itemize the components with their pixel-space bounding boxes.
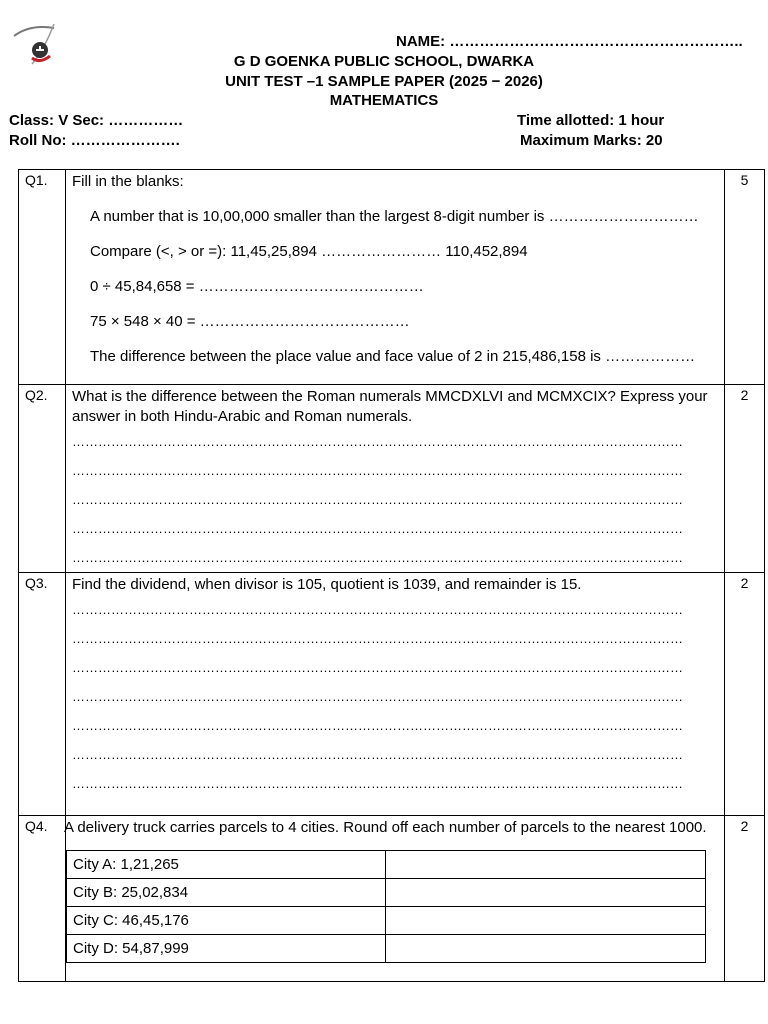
question-text: What is the difference between the Roman numerals MMCDXLVI and MCMXCIX? Express your answer in both Hindu-Arabic and Roman numerals. bbox=[72, 388, 708, 425]
name-field: NAME: ………………………………………………….. bbox=[396, 33, 743, 50]
answer-line[interactable]: …………………………………………………………………………………………………………………………… bbox=[72, 492, 683, 507]
test-title: UNIT TEST –1 SAMPLE PAPER (2025 − 2026) bbox=[225, 73, 543, 90]
roll-no-field: Roll No: …………………. bbox=[9, 132, 180, 149]
question-number: Q3. bbox=[19, 573, 66, 816]
city-cell: City B: 25,02,834 bbox=[67, 879, 386, 907]
question-text: A delivery truck carries parcels to 4 cities. Round off each number of parcels to the nearest 1000. bbox=[64, 819, 707, 836]
question-row-2 bbox=[19, 385, 765, 573]
question-row-3 bbox=[19, 573, 765, 816]
city-cell: City D: 54,87,999 bbox=[67, 935, 386, 963]
answer-line[interactable]: …………………………………………………………………………………………………………………………… bbox=[72, 660, 683, 675]
answer-cell[interactable] bbox=[386, 907, 706, 935]
blank-item-4: 75 × 548 × 40 = …………………………………… bbox=[90, 313, 410, 330]
answer-cell[interactable] bbox=[386, 935, 706, 963]
question-content bbox=[66, 385, 725, 573]
answer-line[interactable]: …………………………………………………………………………………………………………………………… bbox=[72, 718, 683, 733]
question-marks: 2 bbox=[725, 816, 765, 982]
question-marks: 2 bbox=[725, 573, 765, 816]
answer-cell[interactable] bbox=[386, 851, 706, 879]
answer-cell[interactable] bbox=[386, 879, 706, 907]
question-number: Q1. bbox=[19, 170, 66, 385]
answer-line[interactable]: …………………………………………………………………………………………………………………………… bbox=[72, 434, 683, 449]
blank-item-1: A number that is 10,00,000 smaller than the largest 8-digit number is ………………………… bbox=[90, 208, 699, 225]
table-row bbox=[67, 851, 706, 879]
question-content bbox=[66, 816, 725, 982]
answer-line[interactable]: …………………………………………………………………………………………………………………………… bbox=[72, 689, 683, 704]
answer-line[interactable]: …………………………………………………………………………………………………………………………… bbox=[72, 631, 683, 646]
answer-line[interactable]: …………………………………………………………………………………………………………………………… bbox=[72, 550, 683, 565]
maximum-marks: Maximum Marks: 20 bbox=[520, 132, 663, 149]
city-cell: City A: 1,21,265 bbox=[67, 851, 386, 879]
question-number: Q2. bbox=[19, 385, 66, 573]
answer-line[interactable]: …………………………………………………………………………………………………………………………… bbox=[72, 747, 683, 762]
cities-table bbox=[66, 850, 706, 963]
question-row-4 bbox=[19, 816, 765, 982]
answer-line[interactable]: …………………………………………………………………………………………………………………………… bbox=[72, 521, 683, 536]
blank-item-5: The difference between the place value and face value of 2 in 215,486,158 is ……………… bbox=[90, 348, 696, 365]
answer-line[interactable]: …………………………………………………………………………………………………………………………… bbox=[72, 602, 683, 617]
question-text: Find the dividend, when divisor is 105, quotient is 1039, and remainder is 15. bbox=[72, 576, 582, 593]
blank-item-3: 0 ÷ 45,84,658 = ……………………………………… bbox=[90, 278, 424, 295]
school-name: G D GOENKA PUBLIC SCHOOL, DWARKA bbox=[233, 53, 535, 70]
question-text: Fill in the blanks: bbox=[72, 173, 184, 190]
blank-item-2: Compare (<, > or =): 11,45,25,894 …………………… 110,452,894 bbox=[90, 243, 528, 260]
question-number: Q4. bbox=[19, 816, 66, 982]
table-row bbox=[67, 907, 706, 935]
question-content bbox=[66, 170, 725, 385]
question-marks: 2 bbox=[725, 385, 765, 573]
class-sec-field: Class: V Sec: …………… bbox=[9, 112, 184, 129]
question-row-1 bbox=[19, 170, 765, 385]
answer-line[interactable]: …………………………………………………………………………………………………………………………… bbox=[72, 776, 683, 791]
subject-title: MATHEMATICS bbox=[329, 92, 439, 109]
question-content bbox=[66, 573, 725, 816]
table-row bbox=[67, 879, 706, 907]
question-table bbox=[18, 169, 765, 982]
table-row bbox=[67, 935, 706, 963]
time-allotted: Time allotted: 1 hour bbox=[517, 112, 665, 129]
question-marks: 5 bbox=[725, 170, 765, 385]
city-cell: City C: 46,45,176 bbox=[67, 907, 386, 935]
answer-line[interactable]: …………………………………………………………………………………………………………………………… bbox=[72, 463, 683, 478]
